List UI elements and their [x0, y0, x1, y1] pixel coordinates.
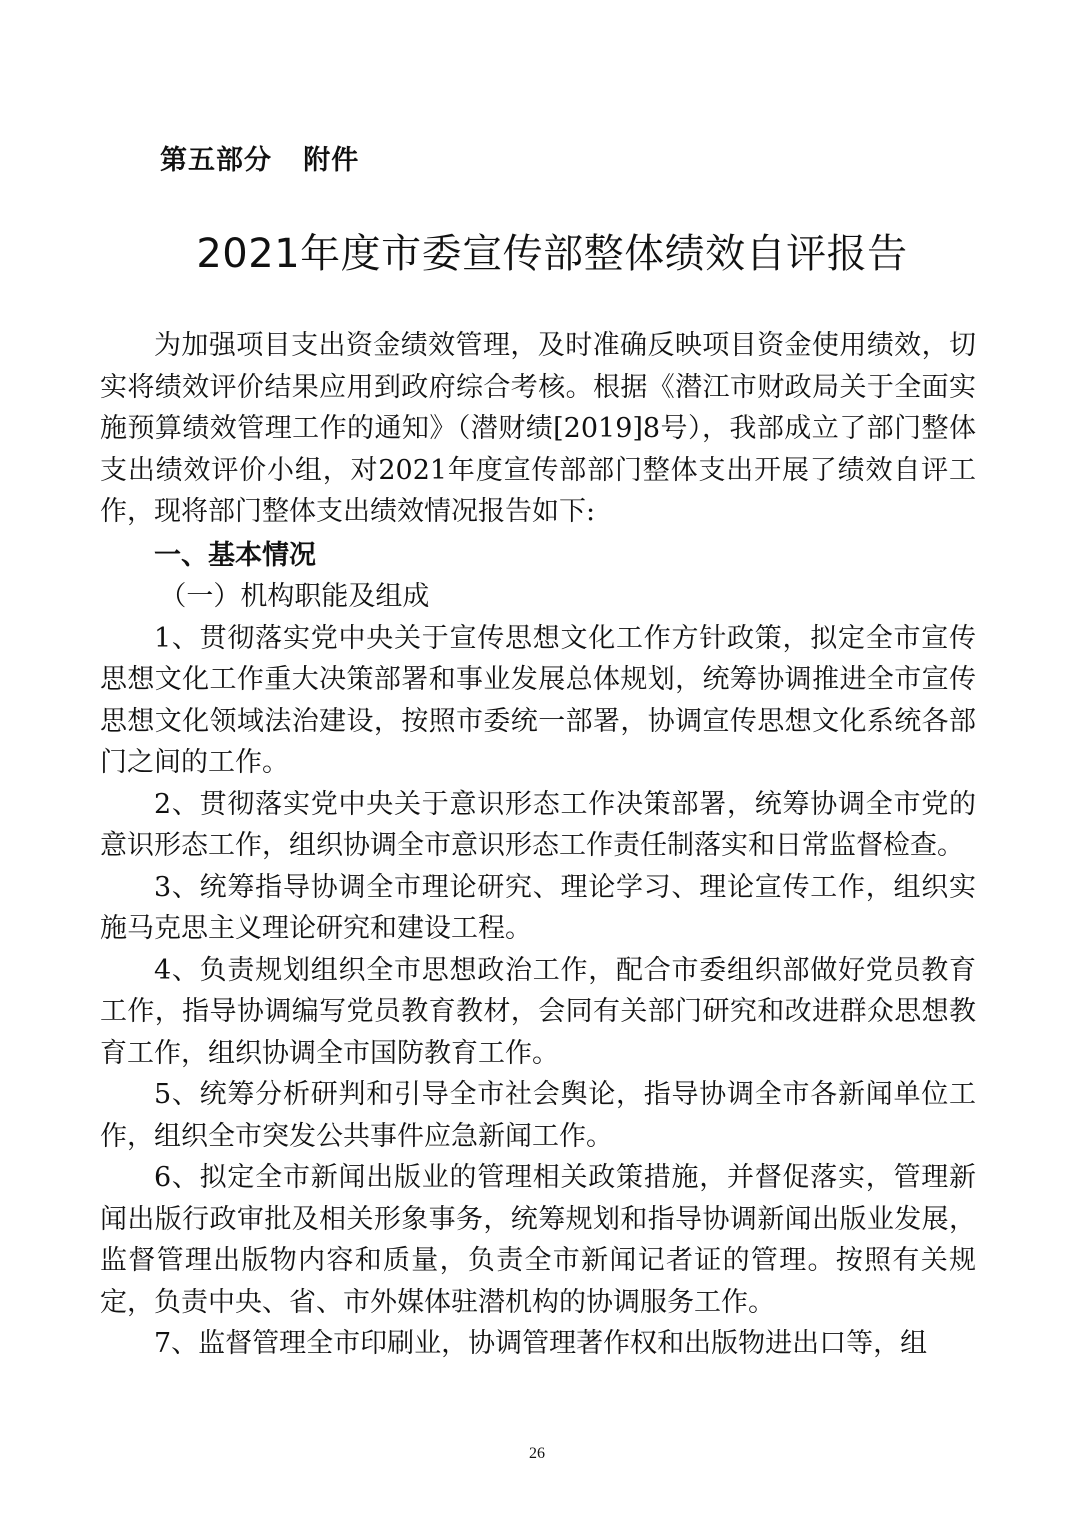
part-label: 第五部分 附件: [160, 145, 360, 176]
intro-paragraph: 为加强项目支出资金绩效管理，及时准确反映项目资金使用绩效，切实将绩效评价结果应用到政府综合考核。根据《潜江市财政局关于全面实施预算绩效管理工作的通知》（潜财绩[2019]8号），我部成立了部门整体支出绩效评价小组，对2021年度宣传部部门整体支出开展了绩效自评工作，现将部门整体支出绩效情况报告如下:: [100, 330, 976, 527]
page-number: 26: [529, 1445, 545, 1462]
list-item: 3、统筹指导协调全市理论研究、理论学习、理论宣传工作，组织实施马克思主义理论研究和建设工程。: [100, 871, 976, 944]
list-item: 4、负责规划组织全市思想政治工作，配合市委组织部做好党员教育工作，指导协调编写党员教育教材，会同有关部门研究和改进群众思想教育工作，组织协调全市国防教育工作。: [100, 954, 976, 1069]
list-item: 1、贯彻落实党中央关于宣传思想文化工作方针政策，拟定全市宣传思想文化工作重大决策部署和事业发展总体规划，统筹协调推进全市宣传思想文化领域法治建设，按照市委统一部署，协调宣传思想文化系统各部门之间的工作。: [100, 622, 976, 778]
list-item: 2、贯彻落实党中央关于意识形态工作决策部署，统筹协调全市党的意识形态工作，组织协调全市意识形态工作责任制落实和日常监督检查。: [100, 788, 976, 861]
list-item: 5、统筹分析研判和引导全市社会舆论，指导协调全市各新闻单位工作，组织全市突发公共事件应急新闻工作。: [100, 1079, 976, 1152]
page-title: 2021年度市委宣传部整体绩效自评报告: [196, 231, 908, 277]
subsection-heading: （一）机构职能及组成: [159, 581, 430, 612]
list-item: 7、监督管理全市印刷业，协调管理著作权和出版物进出口等，组: [154, 1328, 928, 1359]
document-body: [100, 325, 976, 1365]
list-item: 6、拟定全市新闻出版业的管理相关政策措施，并督促落实，管理新闻出版行政审批及相关形象事务，统筹规划和指导协调新闻出版业发展，监督管理出版物内容和质量，负责全市新闻记者证的管理。按照有关规定，负责中央、省、市外媒体驻潜机构的协调服务工作。: [100, 1162, 976, 1318]
section-heading: 一、基本情况: [154, 539, 316, 571]
